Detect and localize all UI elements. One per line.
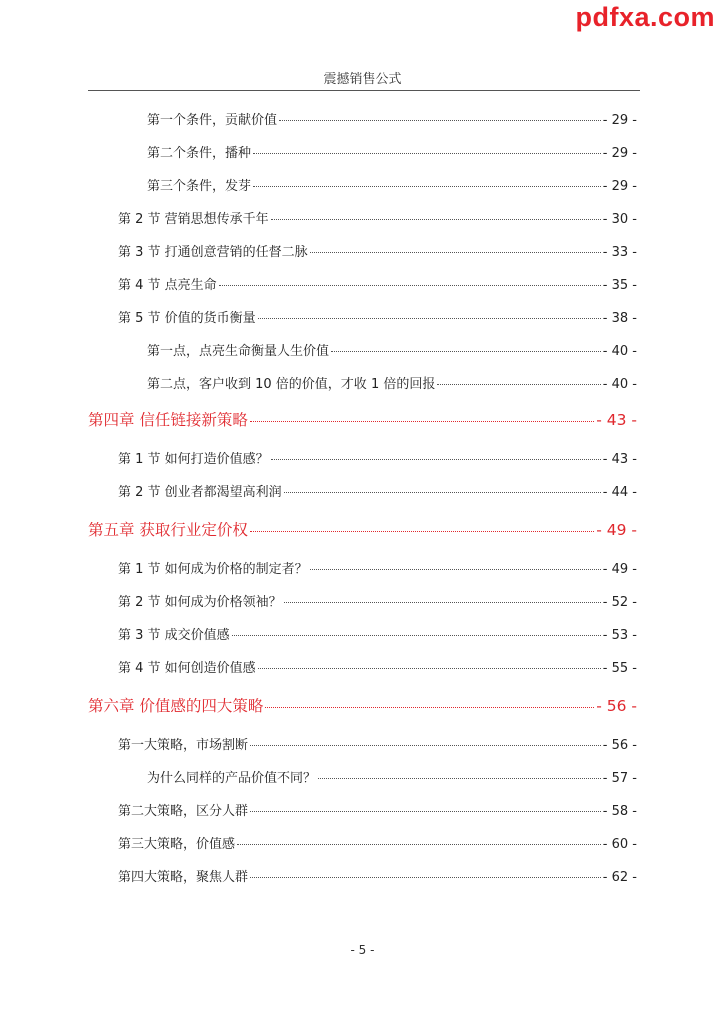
toc-entry-title: 第二点，客户收到 10 倍的价值，才收 1 倍的回报 (147, 377, 436, 392)
toc-subsection-entry[interactable] (147, 373, 637, 392)
toc-entry-page: - 53 - (602, 628, 637, 643)
toc-entry-page: - 35 - (602, 278, 637, 293)
toc-dot-leader (271, 218, 601, 220)
toc-dot-leader (232, 634, 601, 636)
toc-entry-page: - 52 - (602, 595, 637, 610)
toc-entry-page: - 58 - (602, 804, 637, 819)
toc-entry-page: - 43 - (602, 452, 637, 467)
toc-section-entry[interactable] (118, 558, 637, 577)
toc-dot-leader (253, 185, 601, 187)
toc-entry-page: - 29 - (602, 179, 637, 194)
toc-dot-leader (271, 458, 601, 460)
toc-dot-leader (250, 530, 594, 532)
toc-entry-title: 第 4 节 点亮生命 (118, 278, 217, 293)
toc-dot-leader (331, 350, 601, 352)
toc-section-entry[interactable] (118, 734, 637, 753)
toc-chapter-entry[interactable] (88, 408, 637, 430)
toc-entry-page: - 60 - (602, 837, 637, 852)
header-divider (88, 90, 640, 91)
toc-entry-title: 第一点，点亮生命衡量人生价值 (147, 344, 330, 359)
toc-subsection-entry[interactable] (147, 340, 637, 359)
toc-dot-leader (253, 152, 601, 154)
toc-dot-leader (284, 491, 601, 493)
toc-dot-leader (310, 568, 601, 570)
toc-dot-leader (265, 706, 594, 708)
toc-entry-page: - 29 - (602, 113, 637, 128)
toc-entry-page: - 40 - (602, 344, 637, 359)
toc-section-entry[interactable] (118, 833, 637, 852)
toc-entry-page: - 38 - (602, 311, 637, 326)
toc-entry-page: - 43 - (596, 411, 637, 429)
page-header-title: 震撼销售公式 (323, 72, 402, 87)
toc-entry-title: 第四章 信任链接新策略 (88, 411, 248, 429)
toc-section-entry[interactable] (118, 866, 637, 885)
toc-entry-title: 第 2 节 如何成为价格领袖？ (118, 595, 282, 610)
toc-entry-page: - 40 - (602, 377, 637, 392)
toc-entry-page: - 29 - (602, 146, 637, 161)
toc-entry-title: 第 3 节 打通创意营销的任督二脉 (118, 245, 308, 260)
toc-chapter-entry[interactable] (88, 694, 637, 716)
toc-dot-leader (250, 876, 601, 878)
toc-entry-page: - 57 - (602, 771, 637, 786)
toc-entry-page: - 49 - (602, 562, 637, 577)
toc-section-entry[interactable] (118, 481, 637, 500)
toc-entry-page: - 44 - (602, 485, 637, 500)
toc-entry-title: 第一个条件，贡献价值 (147, 113, 278, 128)
toc-section-entry[interactable] (118, 657, 637, 676)
toc-section-entry[interactable] (118, 241, 637, 260)
toc-entry-title: 第五章 获取行业定价权 (88, 521, 248, 539)
toc-entry-title: 第六章 价值感的四大策略 (88, 697, 264, 715)
toc-dot-leader (437, 383, 600, 385)
toc-entry-title: 第三大策略，价值感 (118, 837, 236, 852)
toc-entry-page: - 56 - (596, 697, 637, 715)
toc-entry-title: 第三个条件，发芽 (147, 179, 252, 194)
toc-chapter-entry[interactable] (88, 518, 637, 540)
toc-entry-title: 第 1 节 如何成为价格的制定者？ (118, 562, 308, 577)
toc-section-entry[interactable] (118, 624, 637, 643)
toc-section-entry[interactable] (118, 448, 637, 467)
toc-entry-page: - 49 - (596, 521, 637, 539)
toc-entry-page: - 62 - (602, 870, 637, 885)
toc-dot-leader (258, 667, 601, 669)
toc-dot-leader (250, 420, 594, 422)
toc-dot-leader (258, 317, 601, 319)
toc-subsection-entry[interactable] (147, 175, 637, 194)
toc-dot-leader (219, 284, 601, 286)
toc-entry-page: - 33 - (602, 245, 637, 260)
toc-dot-leader (250, 744, 601, 746)
toc-subsection-entry[interactable] (147, 767, 637, 786)
toc-dot-leader (237, 843, 601, 845)
toc-entry-title: 为什么同样的产品价值不同？ (147, 771, 317, 786)
toc-entry-title: 第 2 节 营销思想传承千年 (118, 212, 269, 227)
toc-dot-leader (318, 777, 601, 779)
toc-entry-title: 第一大策略，市场割断 (118, 738, 249, 753)
toc-entry-page: - 56 - (602, 738, 637, 753)
toc-section-entry[interactable] (118, 800, 637, 819)
toc-entry-title: 第二大策略，区分人群 (118, 804, 249, 819)
toc-section-entry[interactable] (118, 208, 637, 227)
toc-entry-title: 第 1 节 如何打造价值感？ (118, 452, 269, 467)
toc-subsection-entry[interactable] (147, 109, 637, 128)
toc-entry-page: - 55 - (602, 661, 637, 676)
toc-entry-page: - 30 - (602, 212, 637, 227)
toc-dot-leader (310, 251, 601, 253)
toc-subsection-entry[interactable] (147, 142, 637, 161)
watermark-logo: pdfxa.com (575, 2, 715, 32)
toc-dot-leader (279, 119, 601, 121)
toc-section-entry[interactable] (118, 307, 637, 326)
toc-section-entry[interactable] (118, 591, 637, 610)
toc-section-entry[interactable] (118, 274, 637, 293)
page-number: - 5 - (350, 943, 375, 957)
toc-entry-title: 第 4 节 如何创造价值感 (118, 661, 256, 676)
toc-dot-leader (250, 810, 601, 812)
toc-entry-title: 第 5 节 价值的货币衡量 (118, 311, 256, 326)
toc-entry-title: 第 2 节 创业者都渴望高利润 (118, 485, 282, 500)
toc-entry-title: 第二个条件，播种 (147, 146, 252, 161)
toc-entry-title: 第四大策略，聚焦人群 (118, 870, 249, 885)
toc-dot-leader (284, 601, 601, 603)
toc-entry-title: 第 3 节 成交价值感 (118, 628, 230, 643)
